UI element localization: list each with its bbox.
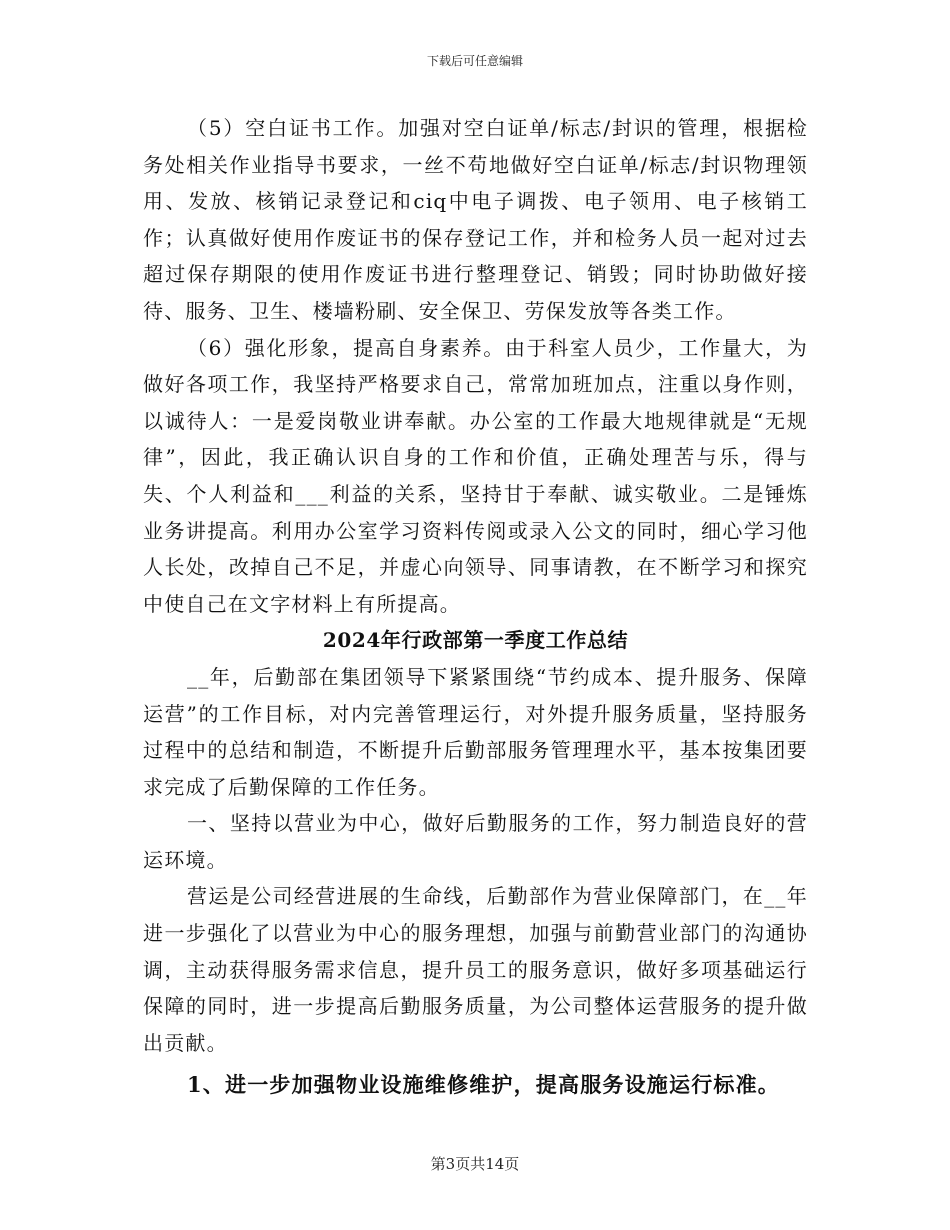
paragraph-intro: __年，后勤部在集团领导下紧紧围绕“节约成本、提升服务、保障运营”的工作目标，对内完善管理运行，对外提升服务质量，坚持服务过程中的总结和制造，不断提升后勤部服务管理理水平，基本按集团要求完成了后勤保障的工作任务。 xyxy=(143,664,808,799)
document-title: 2024年行政部第一季度工作总结 xyxy=(322,628,629,653)
paragraph-blank-certificates: （5）空白证书工作。加强对空白证单/标志/封识的管理，根据检务处相关作业指导书要求，一丝不苟地做好空白证单/标志/封识物理领用、发放、核销记录登记和ciq中电子调拨、电子领用、电子核销工作；认真做好使用作废证书的保存登记工作，并和检务人员一起对过去超过保存期限的使用作废证书进行整理登记、销毁；同时协助做好接待、服务、卫生、楼墙粉刷、安全保卫、劳保发放等各类工作。 xyxy=(143,116,808,323)
document-body xyxy=(143,110,808,1104)
page-header-note: 下载后可任意编辑 xyxy=(426,54,523,68)
page-number: 第3页共14页 xyxy=(430,1155,520,1173)
paragraph-operations: 营运是公司经营进展的生命线，后勤部作为营业保障部门，在__年进一步强化了以营业为中心的服务理想，加强与前勤营业部门的沟通协调，主动获得服务需求信息，提升员工的服务意识，做好多项基础运行保障的同时，进一步提高后勤服务质量，为公司整体运营服务的提升做出贡献。 xyxy=(143,884,808,1055)
paragraph-section-one: 一、坚持以营业为中心，做好后勤服务的工作，努力制造良好的营运环境。 xyxy=(143,811,808,872)
paragraph-strengthen-image: （6）强化形象，提高自身素养。由于科室人员少，工作量大，为做好各项工作，我坚持严格要求自己，常常加班加点，注重以身作则，以诚待人：一是爱岗敬业讲奉献。办公室的工作最大地规律就是“无规律”，因此，我正确认识自身的工作和价值，正确处理苦与乐，得与失、个人利益和___利益的关系，坚持甘于奉献、诚实敬业。二是锤炼业务讲提高。利用办公室学习资料传阅或录入公文的同时，细心学习他人长处，改掉自己不足，并虚心向领导、同事请教，在不断学习和探究中使自己在文字材料上有所提高。 xyxy=(143,335,808,616)
subheading-facility-maintenance: 1、进一步加强物业设施维修维护，提高服务设施运行标准。 xyxy=(187,1072,781,1098)
